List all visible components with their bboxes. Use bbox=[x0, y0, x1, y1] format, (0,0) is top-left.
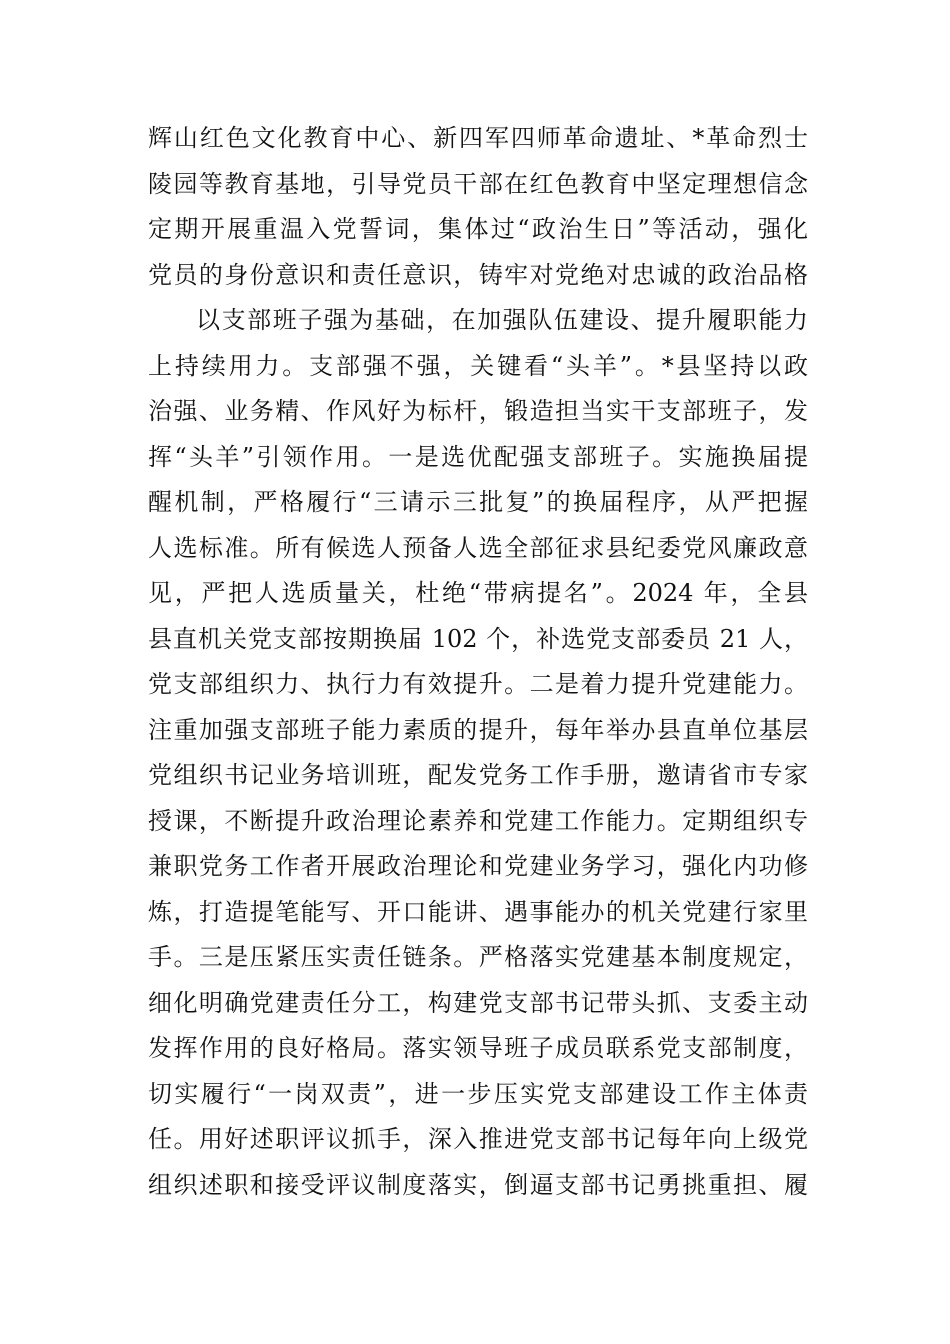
text-line: 以支部班子强为基础，在加强队伍建设、提升履职能力 bbox=[196, 306, 808, 334]
text-line: 注重加强支部班子能力素质的提升，每年举办县直单位基层 bbox=[148, 715, 808, 744]
text-line: 党组织书记业务培训班，配发党务工作手册，邀请省市专家 bbox=[148, 761, 808, 789]
text-line: 发挥作用的良好格局。落实领导班子成员联系党支部制度， bbox=[148, 1034, 808, 1062]
text-line: 辉山红色文化教育中心、新四军四师革命遗址、*革命烈士 bbox=[148, 124, 808, 152]
text-line: 醒机制，严格履行“三请示三批复”的换届程序，从严把握 bbox=[148, 488, 808, 516]
text-line: 上持续用力。支部强不强，关键看“头羊”。*县坚持以政 bbox=[148, 351, 808, 380]
text-line: 授课，不断提升政治理论素养和党建工作能力。定期组织专 bbox=[148, 806, 808, 835]
text-line: 兼职党务工作者开展政治理论和党建业务学习，强化内功修 bbox=[148, 852, 808, 880]
text-line: 治强、业务精、作风好为标杆，锻造担当实干支部班子，发 bbox=[148, 397, 808, 425]
text-line: 挥“头羊”引领作用。一是选优配强支部班子。实施换届提 bbox=[148, 442, 808, 471]
text-line: 陵园等教育基地，引导党员干部在红色教育中坚定理想信念 bbox=[148, 169, 808, 198]
text-line: 人选标准。所有候选人预备人选全部征求县纪委党风廉政意 bbox=[148, 533, 808, 562]
text-line: 党支部组织力、执行力有效提升。二是着力提升党建能力。 bbox=[148, 670, 808, 698]
text-line: 县直机关党支部按期换届 102 个，补选党支部委员 21 人， bbox=[148, 624, 808, 653]
text-line: 党员的身份意识和责任意识，铸牢对党绝对忠诚的政治品格 bbox=[148, 260, 808, 289]
text-line: 定期开展重温入党誓词，集体过“政治生日”等活动，强化 bbox=[148, 215, 808, 243]
text-line: 切实履行“一岗双责”，进一步压实党支部建设工作主体责 bbox=[148, 1079, 808, 1108]
body-text bbox=[148, 116, 808, 1208]
text-line: 任。用好述职评议抓手，深入推进党支部书记每年向上级党 bbox=[148, 1125, 808, 1153]
text-line: 细化明确党建责任分工，构建党支部书记带头抓、支委主动 bbox=[148, 988, 808, 1017]
text-line: 炼，打造提笔能写、开口能讲、遇事能办的机关党建行家里 bbox=[148, 897, 808, 926]
text-line: 手。三是压紧压实责任链条。严格落实党建基本制度规定， bbox=[148, 943, 808, 971]
text-line: 组织述职和接受评议制度落实，倒逼支部书记勇挑重担、履 bbox=[148, 1170, 808, 1199]
text-line: 见，严把人选质量关，杜绝“带病提名”。2024 年，全县 bbox=[148, 579, 808, 607]
